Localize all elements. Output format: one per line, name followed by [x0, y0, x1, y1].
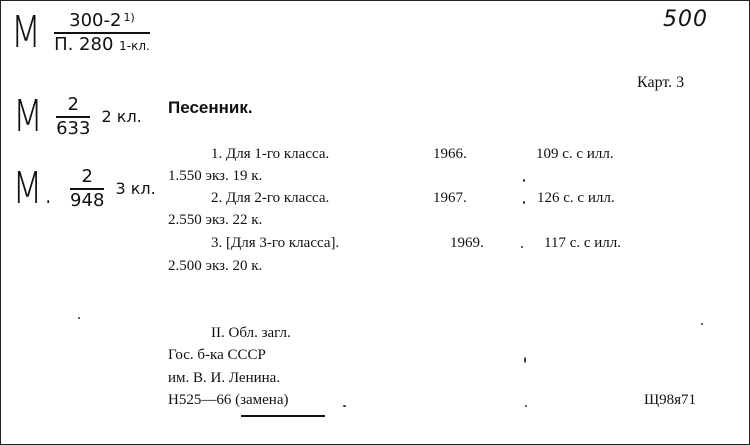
- corner-number: 500: [663, 7, 708, 32]
- scan-speck: [521, 246, 523, 248]
- scan-speck: [524, 357, 526, 363]
- shelf-mark-2-grade: 2 кл.: [101, 107, 142, 126]
- volume-1-pages: 109 с. с илл.: [536, 146, 614, 162]
- shelf-mark-1-grade: 1-кл.: [119, 38, 150, 53]
- scan-speck: [525, 405, 527, 407]
- shelf-mark-1: [7, 7, 150, 58]
- volume-2-title: 2. Для 2-го класса.: [211, 190, 330, 206]
- volume-1-title: 1. Для 1-го класса.: [211, 146, 330, 162]
- volume-3-pages: 117 с. с илл.: [544, 235, 622, 251]
- shelf-mark-3-letter: М.: [12, 163, 54, 214]
- scan-speck: [523, 201, 525, 204]
- shelf-mark-1-denominator: П. 280 1-кл.: [54, 33, 150, 55]
- volume-3-title: 3. [Для 3-го класса].: [211, 235, 340, 251]
- shelf-mark-2-letter: М: [12, 91, 44, 142]
- volume-1-year: 1966.: [433, 146, 467, 162]
- card-title: Песенник.: [168, 98, 253, 117]
- shelf-mark-3-denominator: 948: [70, 189, 105, 211]
- note-library-1: Гос. б-ка СССР: [168, 347, 266, 363]
- note-order: Н525—66 (замена): [168, 392, 289, 408]
- volume-2-year: 1967.: [433, 190, 467, 206]
- shelf-mark-3-grade: 3 кл.: [115, 179, 156, 198]
- scan-speck: [343, 405, 346, 407]
- note-code: Щ98я71: [644, 392, 697, 408]
- shelf-mark-1-numerator: 300-2 $^{1)}$: [54, 12, 150, 34]
- volume-2-print-run: 2.550 экз. 22 к.: [168, 212, 263, 228]
- shelf-mark-3: [7, 163, 156, 214]
- scan-speck: [78, 317, 80, 319]
- shelf-mark-3-numerator: 2: [70, 168, 104, 190]
- scan-speck: [523, 179, 525, 182]
- volume-1-print-run: 1.550 экз. 19 к.: [168, 168, 263, 184]
- volume-2-pages: 126 с. с илл.: [537, 190, 615, 206]
- shelf-mark-3-fraction: [70, 165, 105, 211]
- card-label: Карт. 3: [637, 74, 685, 91]
- shelf-mark-1-sup: 1): [123, 10, 135, 24]
- volume-3-year: 1969.: [450, 235, 484, 251]
- scan-speck: [701, 323, 703, 325]
- order-underline: [241, 415, 325, 417]
- shelf-mark-2-numerator: 2: [56, 96, 90, 118]
- volume-3-print-run: 2.500 экз. 20 к.: [168, 258, 263, 274]
- note-cover: II. Обл. загл.: [211, 325, 291, 341]
- shelf-mark-2-fraction: [56, 93, 91, 139]
- shelf-mark-2-denominator: 633: [56, 117, 91, 139]
- shelf-mark-1-letter: М: [10, 7, 42, 58]
- shelf-mark-2: [9, 91, 142, 142]
- shelf-mark-1-fraction: [54, 9, 150, 55]
- note-library-2: им. В. И. Ленина.: [168, 370, 281, 386]
